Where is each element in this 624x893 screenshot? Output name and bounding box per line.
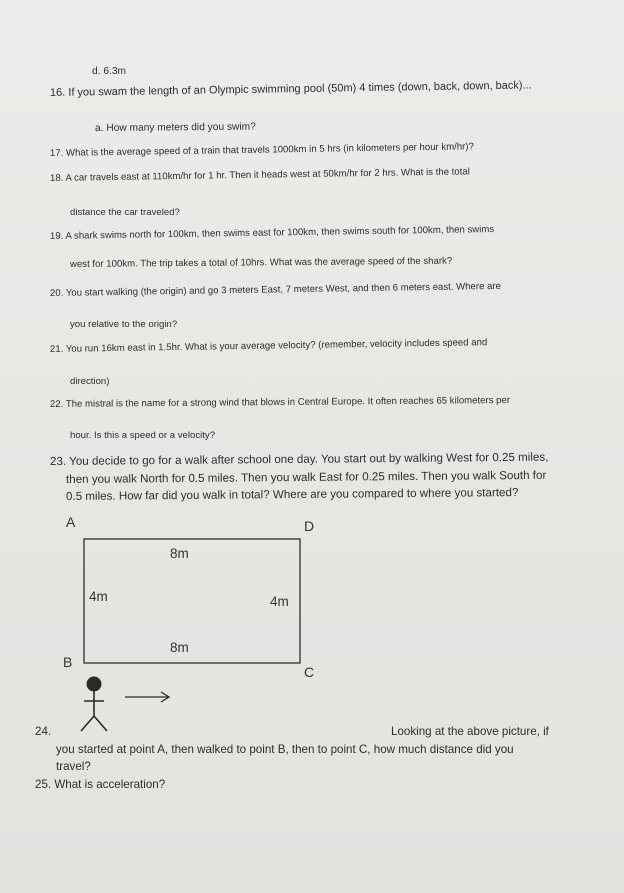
point-d-label: D [304,518,315,534]
right-side-length: 4m [270,594,289,609]
question-21: 21. You run 16km east in 1.5hr. What is your average velocity? (remember, velocity includes speed and [49,337,488,355]
question-23-cont-1: then you walk North for 0.5 miles. Then you walk East for 0.25 miles. Then you walk South for [65,468,547,486]
question-19: 19. A shark swims north for 100km, then swims east for 100km, then swims south for 100km, then swims [49,224,495,242]
point-c-label: C [304,664,315,680]
point-a-label: A [66,514,76,530]
question-24-number: 24. [35,725,52,738]
question-18: 18. A car travels east at 110km/hr for 1 hr. Then it heads west at 50km/hr for 2 hrs. What is the total [49,166,470,184]
question-24-cont-1: you started at point A, then walked to point B, then to point C, how much distance did you [56,743,514,756]
question-22: 22. The mistral is the name for a strong wind that blows in Central Europe. It often reaches 65 kilometers per [49,394,511,410]
person-left-leg [81,716,94,731]
bottom-side-length: 8m [170,640,189,655]
answer-choice-d: d. 6.3m [92,66,126,77]
question-21-cont: direction) [70,376,110,387]
question-23-cont-2: 0.5 miles. How far did you walk in total? Where are you compared to where you started? [65,486,519,503]
question-24: Looking at the above picture, if [391,725,549,738]
question-20-cont: you relative to the origin? [70,319,178,330]
question-25: 25. What is acceleration? [35,778,166,791]
point-b-label: B [63,654,73,670]
person-head [87,677,102,692]
question-20: 20. You start walking (the origin) and go 3 meters East, 7 meters West, and then 6 meters east. Where are [49,280,501,299]
question-16: 16. If you swam the length of an Olympic swimming pool (50m) 4 times (down, back, down, back)... [49,79,532,99]
top-side-length: 8m [170,546,189,561]
question-18-cont: distance the car traveled? [70,207,180,218]
question-22-cont: hour. Is this a speed or a velocity? [70,430,216,441]
rectangle-outline [84,539,300,663]
person-right-leg [94,716,107,731]
question-19-cont: west for 100km. The trip takes a total of 10hrs. What was the average speed of the shark? [69,255,453,270]
question-24-cont-2: travel? [56,760,91,773]
question-16a: a. How many meters did you swim? [94,121,256,134]
question-17: 17. What is the average speed of a train that travels 1000km in 5 hrs (in kilometers per hour km/hr)? [49,141,474,159]
left-side-length: 4m [89,589,108,604]
question-23: 23. You decide to go for a walk after school one day. You start out by walking West for 0.25 miles, [49,450,549,468]
